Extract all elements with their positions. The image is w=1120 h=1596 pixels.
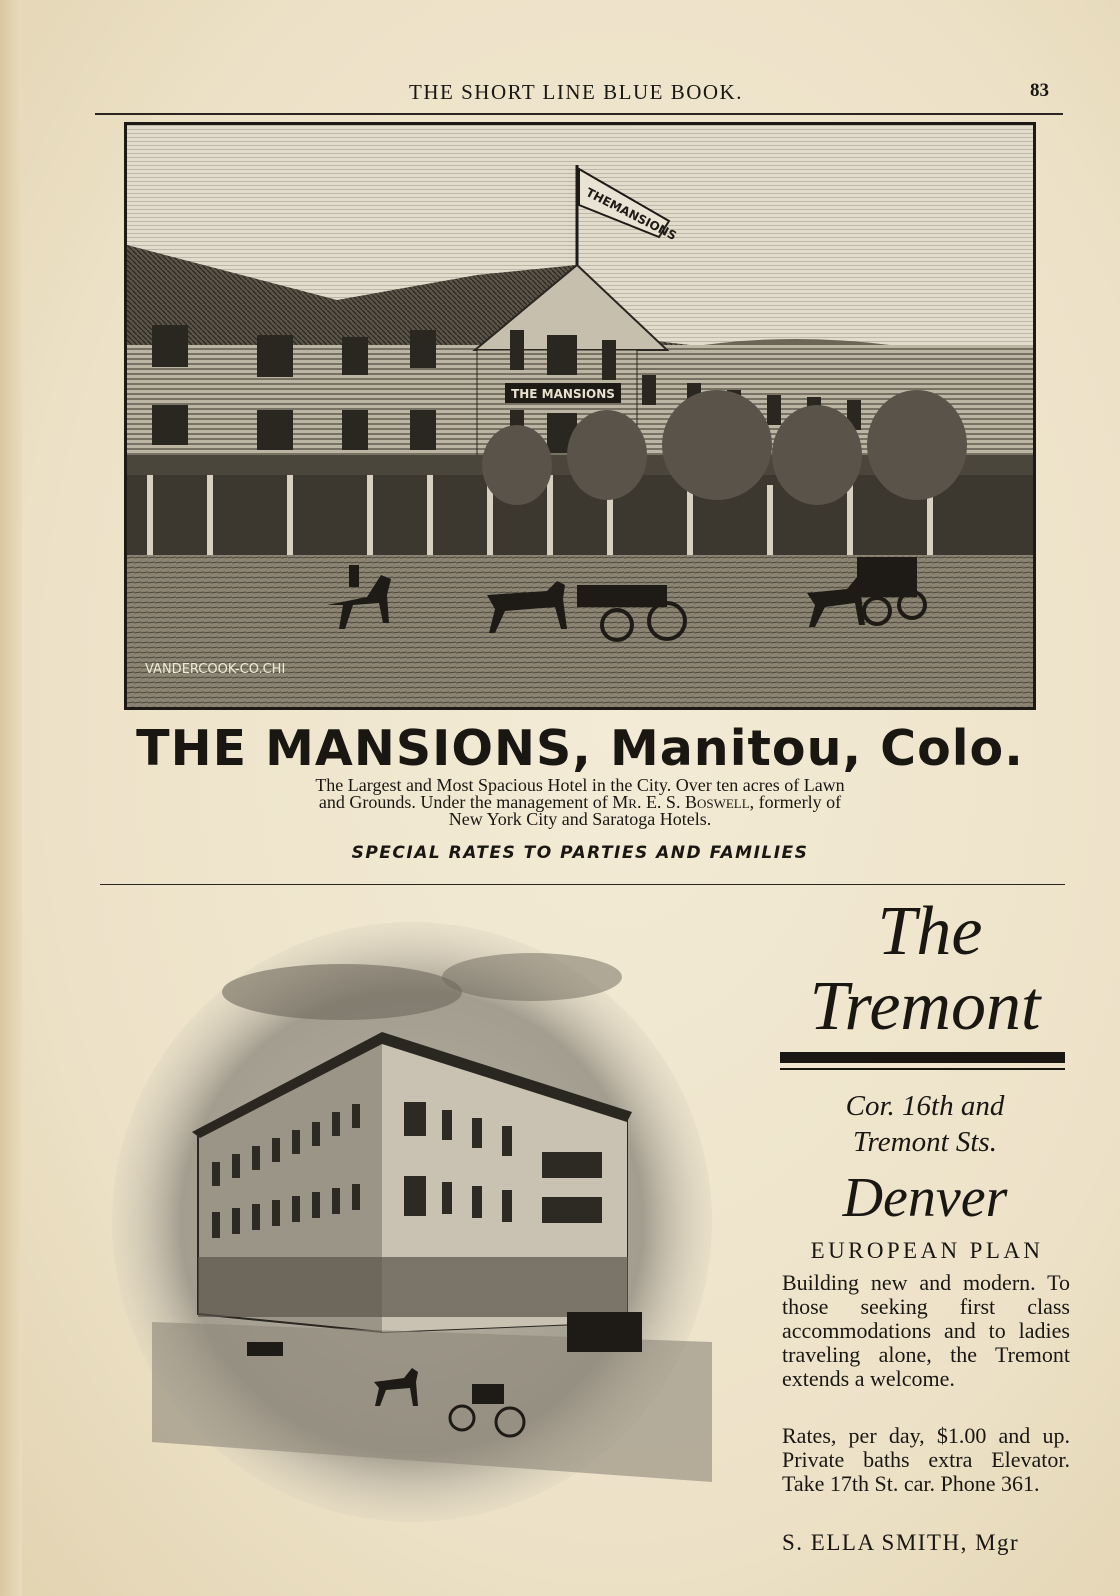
mansions-hotel-engraving [124, 122, 1036, 710]
tremont-address [790, 1088, 1060, 1160]
tremont-plan: EUROPEAN PLAN [810, 1238, 1044, 1263]
tremont-paragraph-2: Rates, per day, $1.00 and up. Private baths extra Elevator. Take 17th St. car. Phone 361. [782, 1423, 1070, 1496]
tremont-city: Denver [842, 1167, 1008, 1229]
title-underline-thick [780, 1052, 1065, 1063]
cloud [442, 953, 622, 1001]
description-line-1: The Largest and Most Spacious Hotel in the City. Over ten acres of Lawn [315, 775, 845, 795]
cloud [222, 964, 462, 1020]
mansions-headline: THE MANSIONS, Manitou, Colo. [136, 720, 1024, 777]
special-rates-note: SPECIAL RATES TO PARTIES AND FAMILIES [351, 843, 809, 863]
tremont-hotel-engraving [112, 922, 724, 1522]
header-rule [95, 113, 1063, 115]
pennant-flag-text: THEMANSIONS [583, 185, 679, 243]
address-line-1: Cor. 16th and [845, 1090, 1005, 1122]
tremont-title-line-1: The [877, 893, 983, 970]
mansions-description [190, 777, 970, 828]
storefronts [198, 1257, 628, 1317]
tremont-manager: S. ELLA SMITH, Mgr [782, 1530, 1020, 1555]
mansions-illustration [127, 125, 1033, 707]
engraver-credit: VANDERCOOK-CO.CHI [145, 662, 286, 677]
address-line-2: Tremont Sts. [853, 1126, 997, 1158]
section-divider [100, 884, 1065, 885]
description-line-2b: , formerly of [749, 792, 842, 812]
title-underline-thin [780, 1068, 1065, 1070]
manager-name: Mr. E. S. Boswell [612, 792, 750, 812]
hotel-sign-text: THE MANSIONS [511, 387, 615, 401]
tremont-title-line-2: Tremont [809, 968, 1041, 1045]
description-line-3: New York City and Saratoga Hotels. [448, 809, 712, 829]
description-line-2a: and Grounds. Under the management of [318, 792, 613, 812]
tremont-illustration [112, 922, 724, 1522]
running-title: THE SHORT LINE BLUE BOOK. [409, 80, 743, 104]
tremont-paragraph-1: Building new and modern. To those seeking first class accommodations and to ladies traveling alone, the Tremont extends a welcome. [782, 1270, 1070, 1391]
page-number: 83 [1030, 80, 1049, 101]
torn-page-edge [0, 0, 22, 1596]
